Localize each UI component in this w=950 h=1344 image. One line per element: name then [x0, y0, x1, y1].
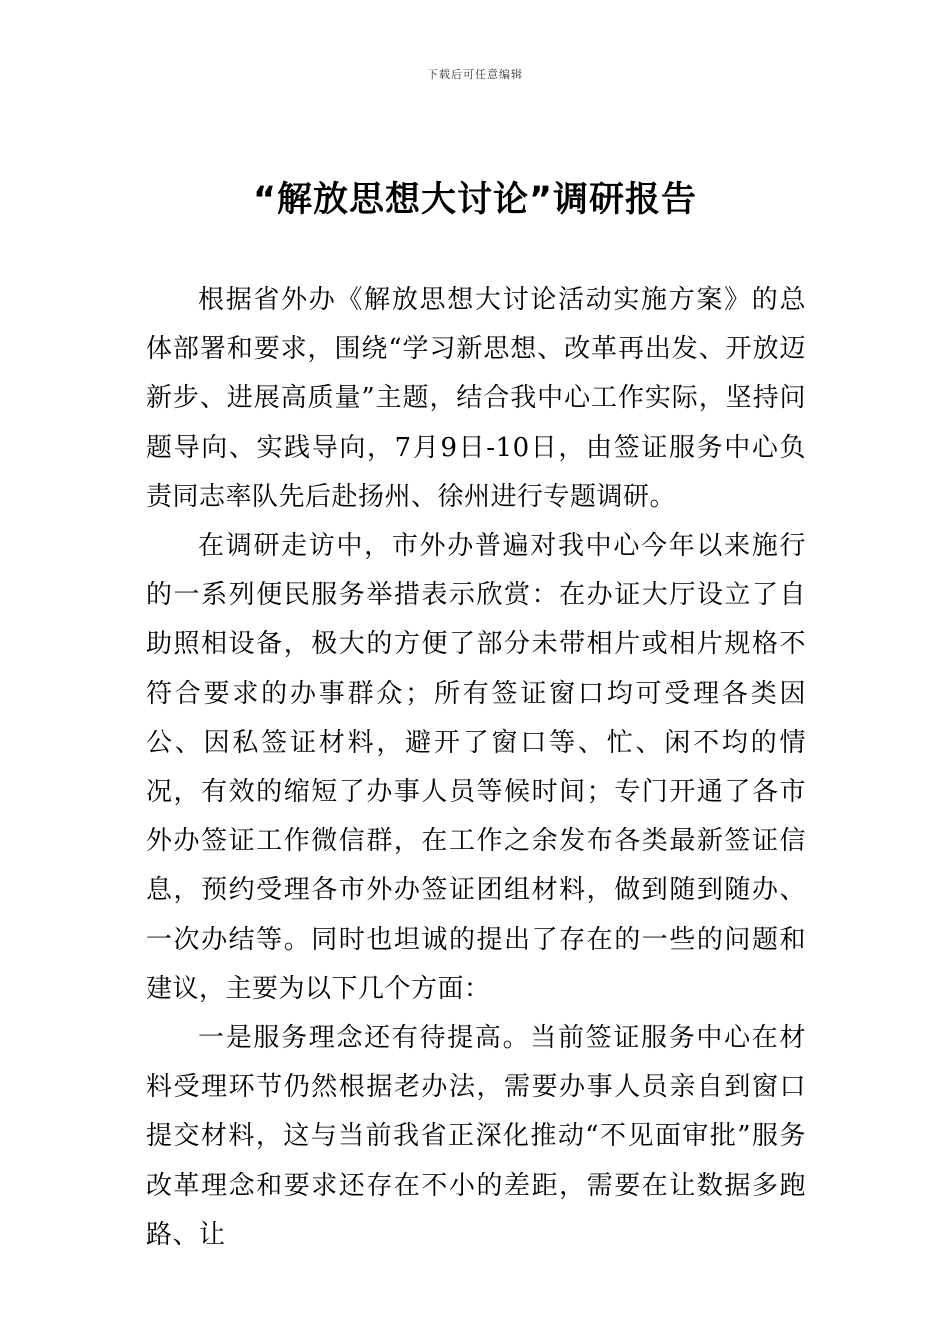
paragraph-3: 一是服务理念还有待提高。当前签证服务中心在材料受理环节仍然根据老办法，需要办事人员亲自到窗口提交材料，这与当前我省正深化推动“不见面审批”服务改革理念和要求还存在不小的差距，需要在让数据多跑路、让: [146, 1023, 806, 1250]
paragraph-1: 根据省外办《解放思想大讨论活动实施方案》的总体部署和要求，围绕“学习新思想、改革再出发、开放迈新步、进展高质量”主题，结合我中心工作实际，坚持问题导向、实践导向，7月9日-10日，由签证服务中心负责同志率队先后赴扬州、徐州进行专题调研。: [146, 285, 806, 512]
document-title: “解放思想大讨论”调研报告: [252, 180, 697, 220]
header-note: 下载后可任意编辑: [427, 68, 523, 81]
paragraph-2: 在调研走访中，市外办普遍对我中心今年以来施行的一系列便民服务举措表示欣赏：在办证大厅设立了自助照相设备，极大的方便了部分未带相片或相片规格不符合要求的办事群众；所有签证窗口均可受理各类因公、因私签证材料，避开了窗口等、忙、闲不均的情况，有效的缩短了办事人员等候时间；专门开通了各市外办签证工作微信群，在工作之余发布各类最新签证信息，预约受理各市外办签证团组材料，做到随到随办、一次办结等。同时也坦诚的提出了存在的一些的问题和建议，主要为以下几个方面：: [146, 531, 806, 1004]
document-body: [146, 276, 806, 1260]
